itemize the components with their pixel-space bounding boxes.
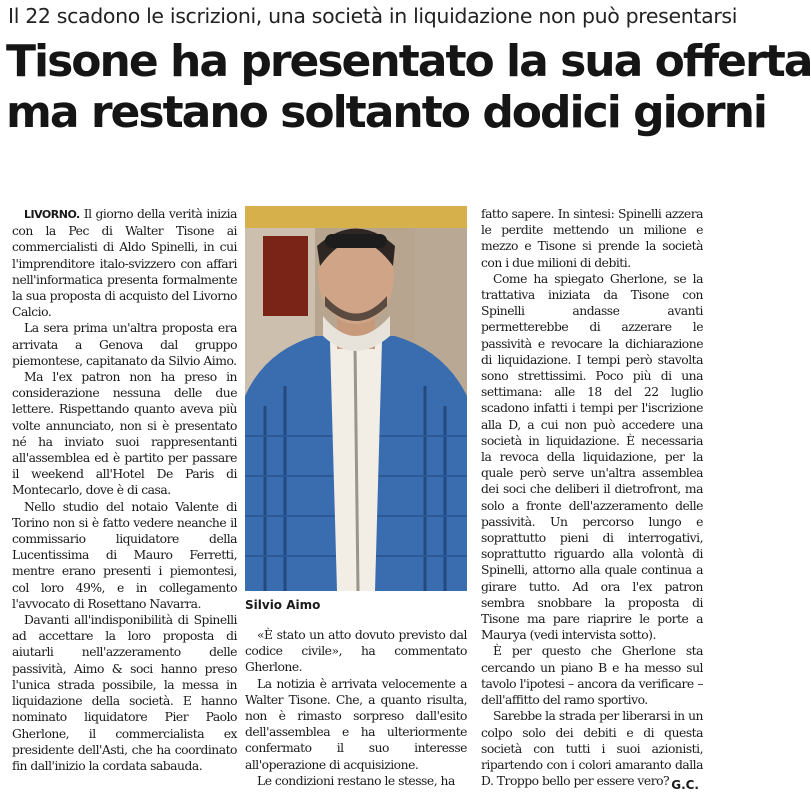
article-paragraph: Le condizioni restano le stesse, ha [257, 773, 455, 788]
article-column-2 [245, 627, 467, 789]
headline-line-2: ma restano soltanto dodici giorni [6, 87, 767, 138]
kicker: Il 22 scadono le iscrizioni, una società in liquidazione non può presentarsi [8, 4, 738, 28]
article-paragraph: La sera prima un'altra proposta era arrivata a Genova dal gruppo piemontese, capitanato da Silvio Aimo. [12, 321, 237, 368]
portrait-photo [245, 206, 467, 591]
portrait-illustration [245, 206, 467, 591]
article-paragraph: «È stato un atto dovuto previsto dal codice civile», ha commentato Gherlone. [245, 628, 467, 675]
article-paragraph: Nello studio del notaio Valente di Torino non si è fatto vedere neanche il commissario liquidatore della Lucentissima di Mauro Ferretti, mentre erano presenti i piemontesi, col loro 49%, e in collegamento l'avvocato di Rosettano Navarra. [12, 499, 237, 611]
article-column-1 [12, 206, 237, 774]
article-column-3 [481, 206, 703, 789]
author-signature: G.C. [671, 778, 699, 792]
headline [6, 36, 811, 138]
dateline: LIVORNO. [24, 208, 80, 221]
article-paragraph: È per questo che Gherlone sta cercando un piano B e ha messo sul tavolo l'ipotesi – ancora da verificare – dell'affitto del ramo sportivo. [481, 644, 703, 708]
photo-caption: Silvio Aimo [245, 598, 321, 612]
article-paragraph: La notizia è arrivata velocemente a Walter Tisone. Che, a quanto risulta, non è rimasto sorpreso dall'esito dell'assemblea e ha ulteriormente confermato il suo interesse all'operazione di acquisizione. [245, 676, 467, 772]
headline-line-1: Tisone ha presentato la sua offerta [6, 36, 811, 87]
article-paragraph: Sarebbe la strada per liberarsi in un colpo solo dei debiti e di questa società con tutti i suoi azionisti, ripartendo con i colori amaranto dalla D. Troppo bello per essere vero? [481, 709, 703, 789]
article-paragraph: Davanti all'indisponibilità di Spinelli ad accettare la loro proposta di aiutarli nell'azzeramento delle passività, Aimo & soci hanno preso l'unica strada possibile, la messa in liquidazione della società. E hanno nominato liquidatore Pier Paolo Gherlone, il commercialista ex presidente dell'Asti, che ha coordinato fin dall'inizio la cordata sabauda. [12, 613, 237, 773]
article-paragraph: LIVORNO. Il giorno della verità inizia con la Pec di Walter Tisone ai commercialisti di Aldo Spinelli, in cui l'imprenditore italo-svizzero con affari nell'informatica presenta formalmente la sua proposta di acquisto del Livorno Calcio. [12, 207, 237, 320]
article-paragraph: fatto sapere. In sintesi: Spinelli azzera le perdite mettendo un milione e mezzo e Tisone si prende la società con i due milioni di debiti. [481, 207, 703, 270]
article-paragraph: Ma l'ex patron non ha preso in considerazione nessuna delle due lettere. Rispettando quanto aveva più volte annunciato, non si è presentato né ha inviato suoi rappresentanti all'assemblea ed è partito per passare il weekend all'Hotel De Paris di Montecarlo, dove è di casa. [12, 370, 237, 498]
article-paragraph: Come ha spiegato Gherlone, se la trattativa iniziata da Tisone con Spinelli andasse avanti permetterebbe di azzerare le passività e revocare la dichiarazione di liquidazione. I tempi però stavolta sono strettissimi. Poco più di una settimana: alle 18 del 22 luglio scadono infatti i tempi per l'iscrizione alla D, a cui non può accedere una società in liquidazione. È necessaria la revoca della liquidazione, per la quale però serve un'altra assemblea dei soci che deliberi il dietrofront, ma solo a fronte dell'azzeramento delle passività. Un percorso lungo e soprattutto pieni di interrogativi, soprattutto riguardo alla volontà di Spinelli, attorno alla quale continua a girare tutto. Ad ora l'ex patron sembra snobbare la proposta di Tisone ma pare riaprire le porte a Maurya (vedi intervista sotto). [481, 271, 703, 643]
